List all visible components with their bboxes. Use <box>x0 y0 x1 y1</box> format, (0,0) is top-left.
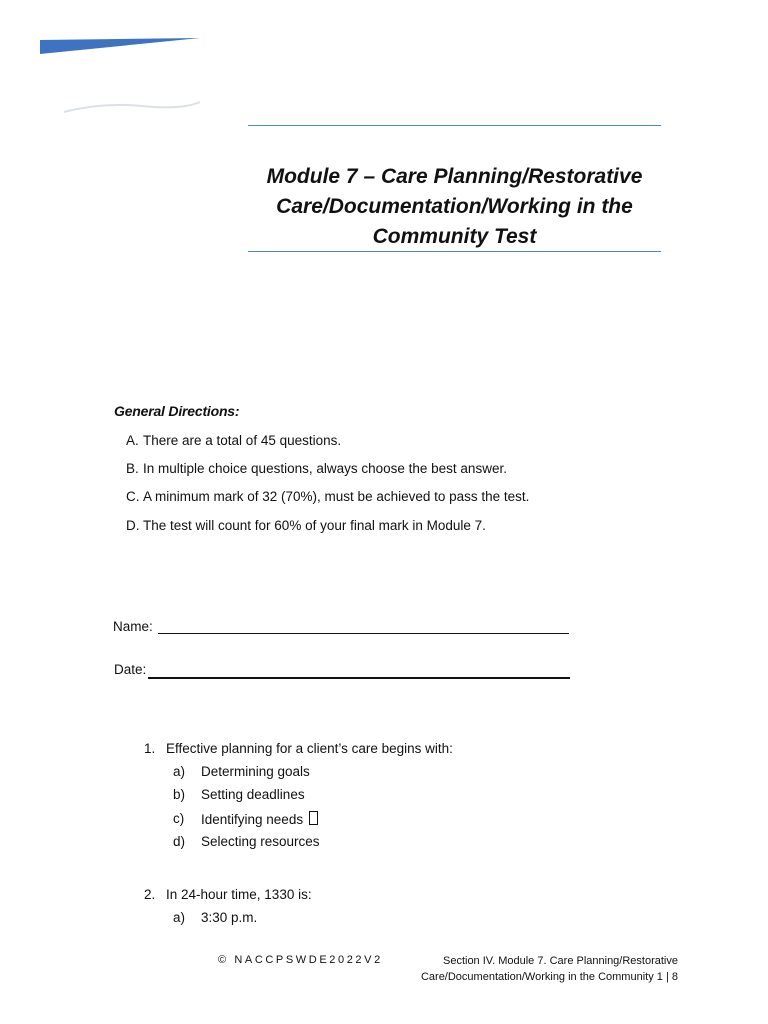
footer-section-line-2-text: Care/Documentation/Working in the Community <box>420 971 654 983</box>
question-text: In 24-hour time, 1330 is: <box>166 887 312 902</box>
date-field[interactable] <box>148 677 570 679</box>
logo-faint-mark <box>62 98 202 116</box>
option-text: Determining goals <box>201 764 310 779</box>
title-line-2: Care/Documentation/Working in the <box>276 195 633 218</box>
title-line-3: Community Test <box>372 225 537 248</box>
logo-wedge-icon <box>40 38 200 54</box>
date-label: Date: <box>114 662 147 677</box>
direction-letter: D. <box>126 518 140 533</box>
question-text: Effective planning for a client’s care begins with: <box>166 741 453 756</box>
option-letter: a) <box>173 764 186 779</box>
option-letter: c) <box>173 811 185 826</box>
option-row <box>201 811 318 827</box>
option-text: Selecting resources <box>201 834 320 849</box>
directions-heading: General Directions: <box>114 403 240 419</box>
option-letter: b) <box>173 787 186 802</box>
direction-item <box>126 461 507 476</box>
checkbox-icon <box>309 811 318 825</box>
footer-section-line-1: Section IV. Module 7. Care Planning/Restorative <box>442 955 678 967</box>
page-separator: | <box>665 971 669 983</box>
name-label: Name: <box>113 619 153 634</box>
title-bottom-rule <box>248 251 661 252</box>
direction-item <box>126 489 529 504</box>
footer-section <box>421 953 678 985</box>
direction-text: There are a total of 45 questions. <box>143 433 342 448</box>
question-number: 1. <box>144 741 156 756</box>
option-text: Setting deadlines <box>201 787 305 802</box>
direction-item <box>126 433 341 448</box>
direction-text: In multiple choice questions, always choose the best answer. <box>143 461 507 476</box>
direction-text: The test will count for 60% of your final mark in Module 7. <box>143 518 486 533</box>
direction-text: A minimum mark of 32 (70%), must be achieved to pass the test. <box>143 489 530 504</box>
page-total: 8 <box>671 971 678 983</box>
title-line-1: Module 7 – Care Planning/Restorative <box>266 165 643 188</box>
footer-copyright: © NACCPSWDE2022V2 <box>218 954 383 966</box>
direction-letter: C. <box>126 489 140 504</box>
direction-item <box>126 518 486 533</box>
footer-section-line-2 <box>421 969 678 985</box>
option-text: 3:30 p.m. <box>201 910 258 925</box>
option-text: Identifying needs <box>201 812 304 827</box>
name-field[interactable] <box>158 633 569 634</box>
direction-letter: A. <box>126 433 139 448</box>
title-top-rule <box>248 125 661 126</box>
page-title <box>248 162 661 252</box>
option-letter: d) <box>173 834 186 849</box>
page-current: 1 <box>656 971 663 983</box>
direction-letter: B. <box>126 461 139 476</box>
option-letter: a) <box>173 910 186 925</box>
question-number: 2. <box>144 887 156 902</box>
